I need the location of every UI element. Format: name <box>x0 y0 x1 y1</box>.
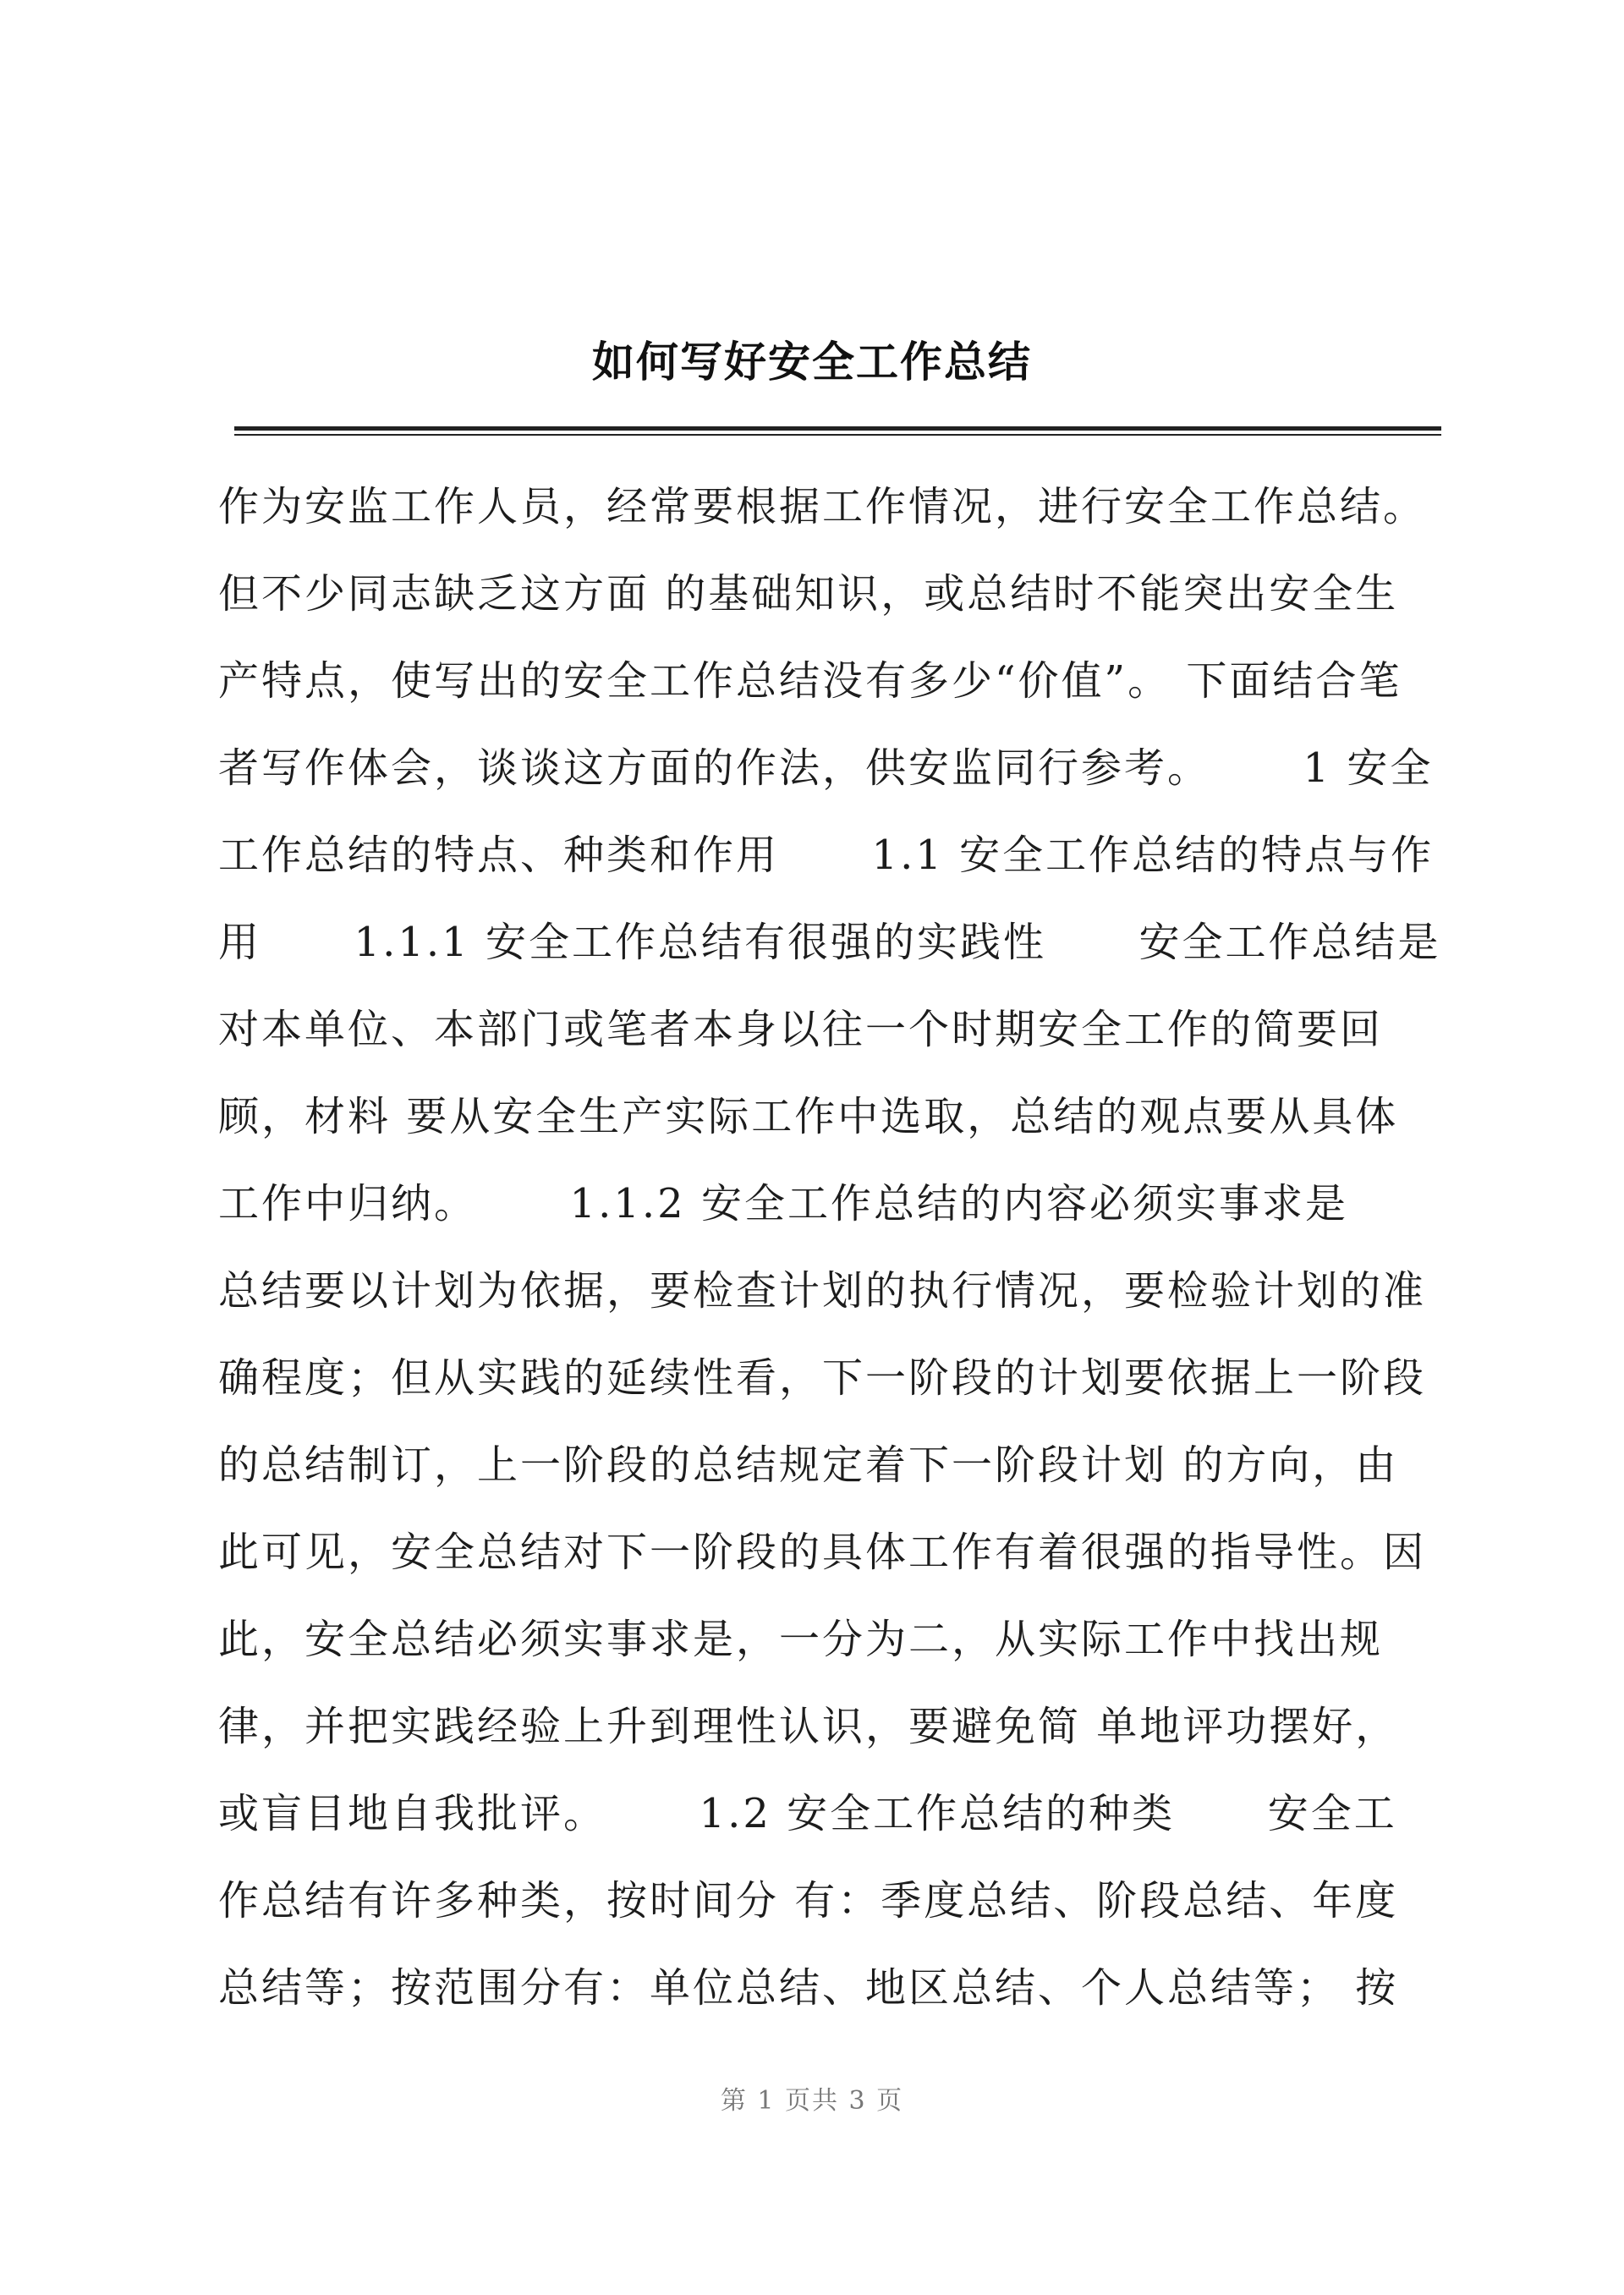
body-line: 顾，材料 要从安全生产实际工作中选取，总结的观点要从具体 <box>218 1093 1399 1140</box>
body-line: 律，并把实践经验上升到理性认识，要避免简 单地评功摆好， <box>218 1703 1399 1750</box>
document-body <box>218 464 1441 2032</box>
body-line: 总结等；按范围分有：单位总结、地区总结、个人总结等； 按 <box>218 1964 1399 2012</box>
body-line: 作总结有许多种类，按时间分 有：季度总结、阶段总结、年度 <box>218 1877 1399 1924</box>
document-title: 如何写好安全工作总结 <box>592 337 1032 387</box>
body-line: 产特点，使写出的安全工作总结没有多少“价值”。 下面结合笔 <box>218 657 1402 705</box>
title-divider-thin <box>234 434 1441 436</box>
body-line: 或盲目地自我批评。 1.2 安全工作总结的种类 安全工 <box>218 1790 1397 1837</box>
body-line: 确程度；但从实践的延续性看，下一阶段的计划要依据上一阶段 <box>218 1354 1427 1402</box>
body-line: 作为安监工作人员，经常要根据工作情况，进行安全工作总结。 <box>218 483 1427 530</box>
body-line: 的总结制订，上一阶段的总结规定着下一阶段计划 的方向，由 <box>218 1441 1399 1489</box>
body-line: 对本单位、本部门或笔者本身以往一个时期安全工作的简要回 <box>218 1006 1384 1053</box>
body-line: 此可见，安全总结对下一阶段的具体工作有着很强的指导性。因 <box>218 1529 1427 1576</box>
body-line: 但不少同志缺乏这方面 的基础知识，或总结时不能突出安全生 <box>218 570 1399 618</box>
page-number-footer: 第 1 页共 3 页 <box>720 2086 904 2116</box>
body-line: 工作总结的特点、种类和作用 1.1 安全工作总结的特点与作 <box>218 832 1435 879</box>
body-line: 总结要以计划为依据，要检查计划的执行情况，要检验计划的准 <box>218 1267 1427 1315</box>
title-divider-thick <box>234 426 1441 431</box>
body-line: 此，安全总结必须实事求是，一分为二，从实际工作中找出规 <box>218 1616 1384 1663</box>
body-line: 用 1.1.1 安全工作总结有很强的实践性 安全工作总结是 <box>218 919 1441 966</box>
body-line: 者写作体会，谈谈这方面的作法，供安监同行参考。 1 安全 <box>218 744 1434 792</box>
body-line: 工作中归纳。 1.1.2 安全工作总结的内容必须实事求是 <box>218 1180 1348 1227</box>
